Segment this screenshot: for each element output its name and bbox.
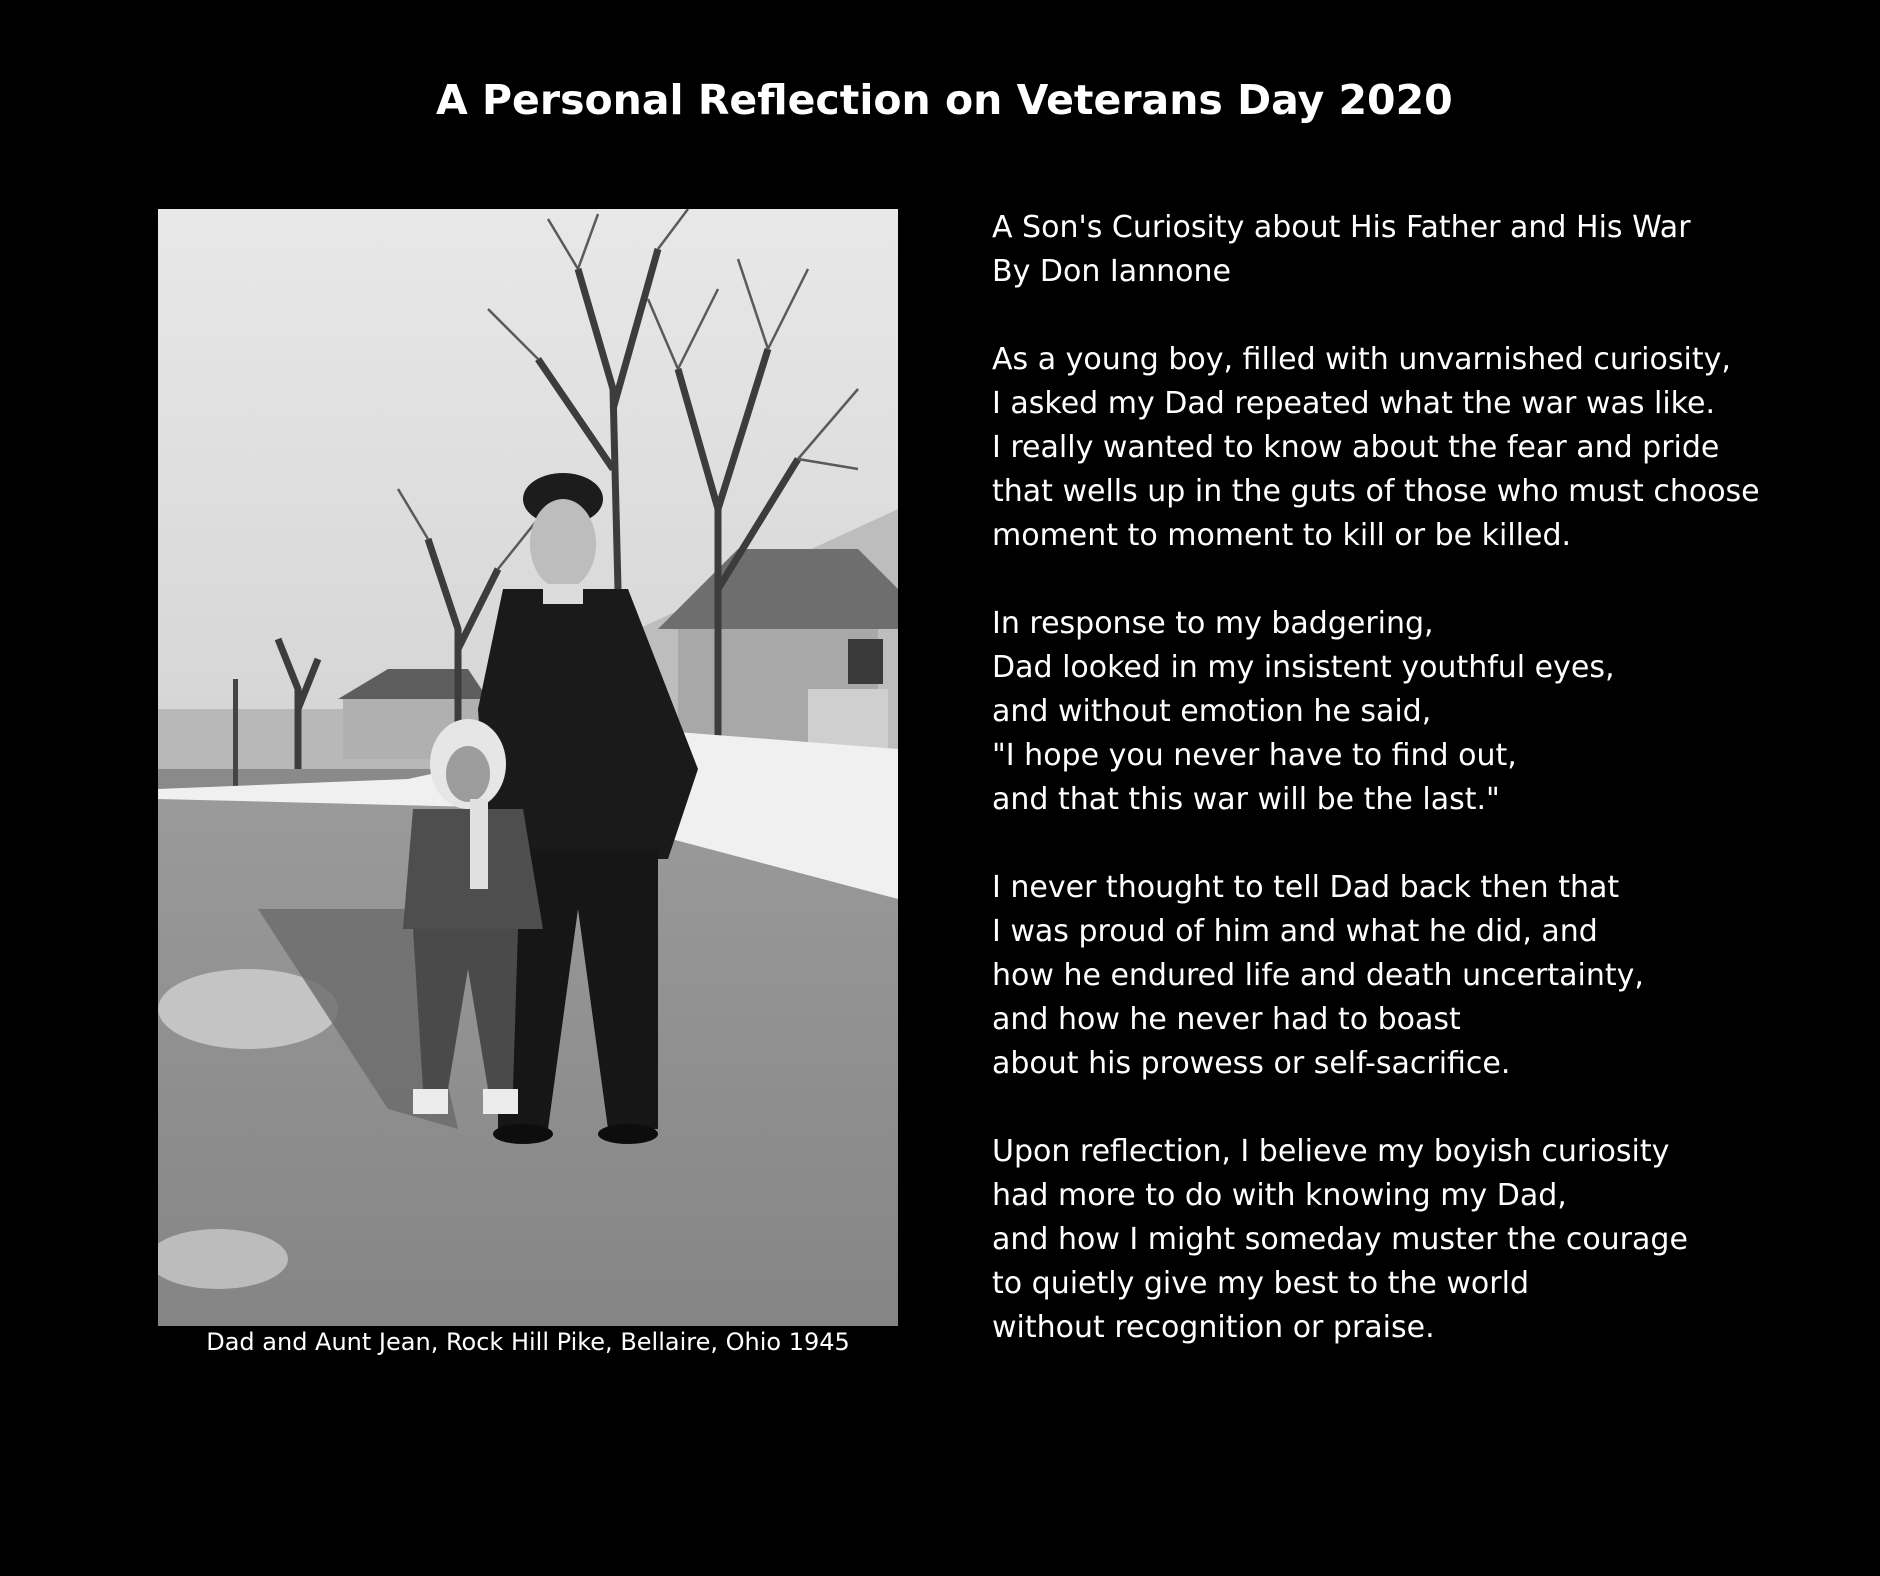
stanza-gap — [992, 558, 1852, 602]
stanza-gap — [992, 1086, 1852, 1130]
poem-line: how he endured life and death uncertainty, — [992, 958, 1644, 993]
poem — [992, 206, 1852, 1350]
poem-line: to quietly give my best to the world — [992, 1266, 1529, 1301]
poem-line: had more to do with knowing my Dad, — [992, 1178, 1567, 1213]
poem-line: "I hope you never have to find out, — [992, 738, 1517, 773]
poem-line: about his prowess or self-sacrifice. — [992, 1046, 1511, 1081]
stanza-gap — [992, 822, 1852, 866]
poem-line: I really wanted to know about the fear and pride — [992, 430, 1720, 465]
poem-line: Upon reflection, I believe my boyish curiosity — [992, 1134, 1670, 1169]
poem-line: Dad looked in my insistent youthful eyes, — [992, 650, 1615, 685]
poem-line: moment to moment to kill or be killed. — [992, 518, 1572, 553]
poem-line: I was proud of him and what he did, and — [992, 914, 1598, 949]
poem-byline: By Don Iannone — [992, 254, 1231, 289]
poem-title: A Son's Curiosity about His Father and His War — [992, 210, 1691, 245]
photo-caption: Dad and Aunt Jean, Rock Hill Pike, Bellaire, Ohio 1945 — [206, 1328, 850, 1356]
poem-line: without recognition or praise. — [992, 1310, 1435, 1345]
poem-line: I never thought to tell Dad back then that — [992, 870, 1620, 905]
poem-line: that wells up in the guts of those who must choose — [992, 474, 1760, 509]
photo-illustration — [158, 209, 898, 1326]
poem-line: and that this war will be the last." — [992, 782, 1500, 817]
poem-line: I asked my Dad repeated what the war was like. — [992, 386, 1715, 421]
poem-line: and without emotion he said, — [992, 694, 1432, 729]
poem-line: As a young boy, filled with unvarnished curiosity, — [992, 342, 1731, 377]
poem-line: and how he never had to boast — [992, 1002, 1461, 1037]
poem-line: and how I might someday muster the courage — [992, 1222, 1688, 1257]
poem-line: In response to my badgering, — [992, 606, 1434, 641]
page-title: A Personal Reflection on Veterans Day 2020 — [436, 76, 1453, 124]
photo-dad-and-aunt-jean — [158, 209, 898, 1326]
stanza-gap — [992, 294, 1852, 338]
